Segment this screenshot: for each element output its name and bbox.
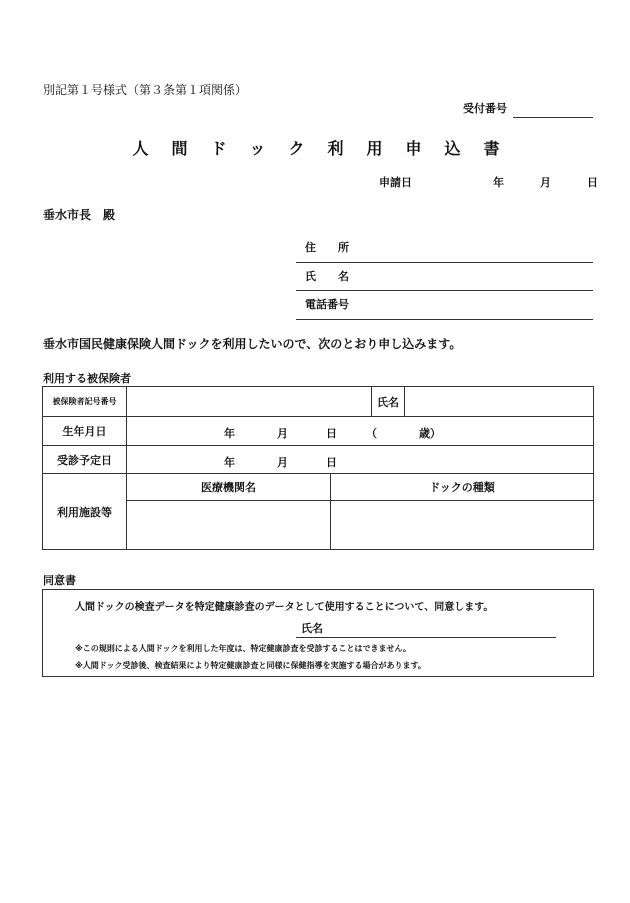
medical-institution-field[interactable]: [127, 501, 331, 550]
age-open-paren: （: [366, 427, 377, 440]
exam-year-unit: 年: [224, 456, 235, 469]
form-title: [121, 136, 511, 159]
applicant-phone-label: 電話番号: [305, 298, 349, 311]
birth-year-unit: 年: [224, 427, 235, 440]
exam-month-unit: 月: [277, 456, 288, 469]
application-date-year: 年: [493, 176, 504, 189]
insured-section-heading: 利用する被保険者: [43, 372, 131, 385]
birth-day-unit: 日: [326, 427, 337, 440]
applicant-address-field[interactable]: [296, 262, 593, 263]
insurance-number-field[interactable]: [127, 387, 372, 417]
title-char: 用: [366, 139, 383, 158]
consent-heading: 同意書: [43, 574, 76, 587]
birth-month-unit: 月: [277, 427, 288, 440]
consent-box: [42, 589, 594, 677]
birth-date-field[interactable]: [127, 417, 594, 446]
insured-name-label: 氏名: [372, 387, 405, 417]
application-statement: 垂水市国民健康保険人間ドックを利用したいので、次のとおり申し込みます。: [43, 337, 462, 351]
consent-name-field[interactable]: [296, 637, 556, 638]
title-char: 間: [171, 139, 188, 158]
application-date-day: 日: [587, 176, 598, 189]
applicant-name-label: 氏 名: [305, 270, 349, 283]
title-char: 書: [483, 139, 500, 158]
applicant-phone-field[interactable]: [296, 319, 593, 320]
exam-date-label: 受診予定日: [43, 446, 127, 474]
medical-institution-header: 医療機関名: [127, 474, 331, 501]
consent-note-2: ※人間ドック受診後、検査結果により特定健康診査と同様に保健指導を実施する場合があります。: [75, 661, 426, 670]
insured-name-field[interactable]: [405, 387, 594, 417]
form-reference: 別記第１号様式（第３条第１項関係）: [43, 83, 248, 97]
exam-date-field[interactable]: [127, 446, 594, 474]
consent-name-label: 氏名: [301, 622, 323, 635]
facility-label: 利用施設等: [43, 474, 127, 550]
applicant-address-label: 住 所: [305, 241, 349, 254]
insured-person-table: [42, 386, 594, 550]
title-char: ッ: [249, 139, 266, 158]
title-char: ク: [288, 139, 305, 158]
exam-day-unit: 日: [326, 456, 337, 469]
addressee: 垂水市長 殿: [43, 208, 116, 222]
birth-date-label: 生年月日: [43, 417, 127, 446]
title-char: 込: [444, 139, 461, 158]
insurance-number-label: 被保険者記号番号: [43, 387, 127, 417]
title-char: 利: [327, 139, 344, 158]
title-char: 人: [132, 139, 149, 158]
title-char: 申: [405, 139, 422, 158]
dock-type-header: ドックの種類: [331, 474, 594, 501]
receipt-number-field[interactable]: [513, 117, 593, 118]
consent-note-1: ※この規則による人間ドックを利用した年度は、特定健康診査を受診することはできません。: [75, 644, 411, 653]
applicant-name-field[interactable]: [296, 290, 593, 291]
receipt-number-label: 受付番号: [463, 102, 507, 115]
dock-type-field[interactable]: [331, 501, 594, 550]
consent-text: 人間ドックの検査データを特定健康診査のデータとして使用することについて、同意します。: [75, 602, 494, 613]
application-date-month: 月: [540, 176, 551, 189]
age-unit: 歳）: [419, 427, 441, 440]
application-date-label: 申請日: [379, 176, 412, 189]
title-char: ド: [210, 139, 227, 158]
